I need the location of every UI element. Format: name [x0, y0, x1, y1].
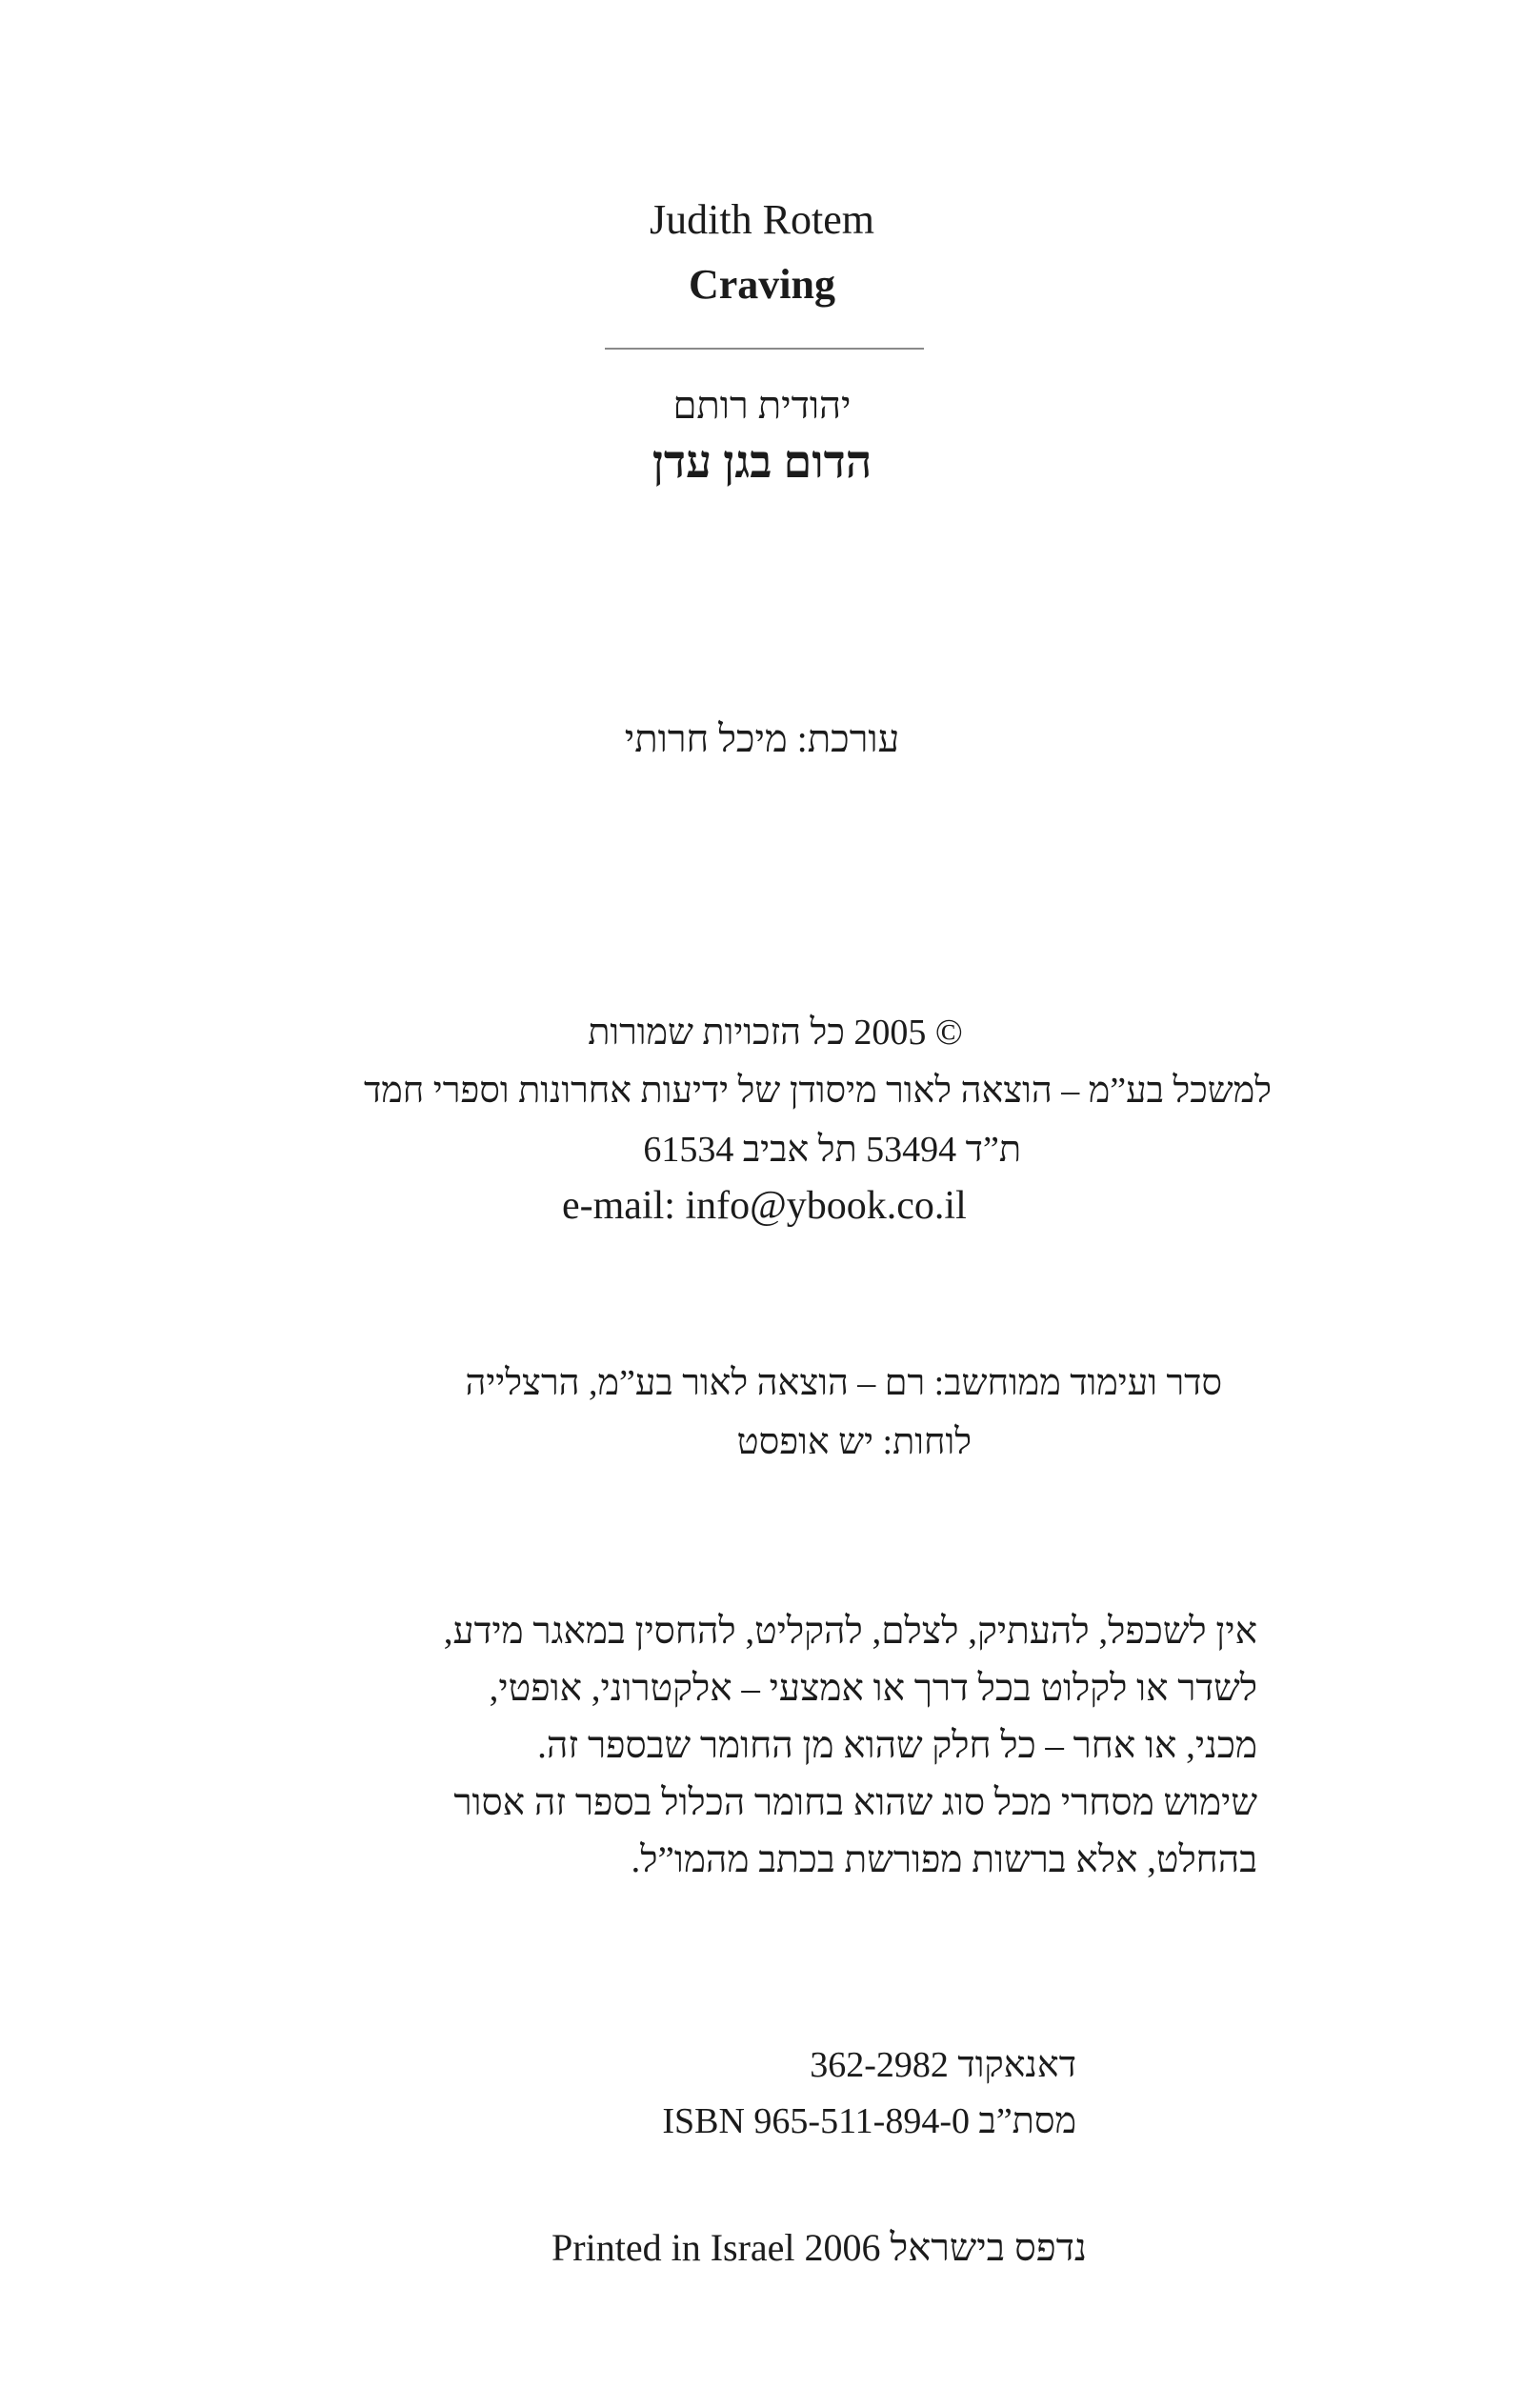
- danacode-line: דאנאקוד 362-2982: [810, 2045, 1076, 2085]
- copyright-line: © 2005 כל הזכויות שמורות: [588, 1013, 963, 1053]
- legal-notice-line: לשדר או לקלוט בכל דרך או אמצעי – אלקטרוני, אופטי,: [489, 1668, 1257, 1709]
- legal-notice-line: בהחלט, אלא ברשות מפורשת בכתב מהמו”ל.: [631, 1839, 1257, 1880]
- legal-notice-line: שימוש מסחרי מכל סוג שהוא בחומר הכלול בספר זה אסור: [453, 1782, 1257, 1823]
- publisher-name: למשכל בע”מ – הוצאה לאור מיסודן של ידיעות אחרונות וספרי חמד: [363, 1071, 1272, 1111]
- book-title-hebrew: הדום בגן עדן: [652, 437, 872, 488]
- publisher-address: ת”ד 53494 תל אביב 61534: [643, 1130, 1021, 1170]
- typesetting-credit: סדר ועימוד ממוחשב: רם – הוצאה לאור בע”מ, הרצלייה: [465, 1363, 1222, 1403]
- printed-in-line: נדפס בישראל 2006 Printed in Israel: [551, 2226, 1087, 2269]
- legal-notice-line: מכני, או אחר – כל חלק שהוא מן החומר שבספר זה.: [537, 1725, 1257, 1766]
- author-name-hebrew: יהודית רותם: [672, 384, 852, 427]
- legal-notice: [354, 1603, 1257, 1889]
- author-name-english: Judith Rotem: [650, 196, 874, 243]
- legal-notice-line: אין לשכפל, להעתיק, לצלם, להקליט, להחסין במאגר מידע,: [443, 1611, 1257, 1652]
- book-title-english: Craving: [689, 261, 835, 308]
- editor-credit: עורכת: מיכל חרותי: [624, 717, 900, 760]
- title-divider: [605, 348, 924, 350]
- plates-credit: לוחות: יש אופסט: [736, 1422, 972, 1462]
- publisher-email: e-mail: info@ybook.co.il: [562, 1184, 967, 1228]
- isbn-line: מסת”ב ISBN 965-511-894-0: [662, 2101, 1076, 2141]
